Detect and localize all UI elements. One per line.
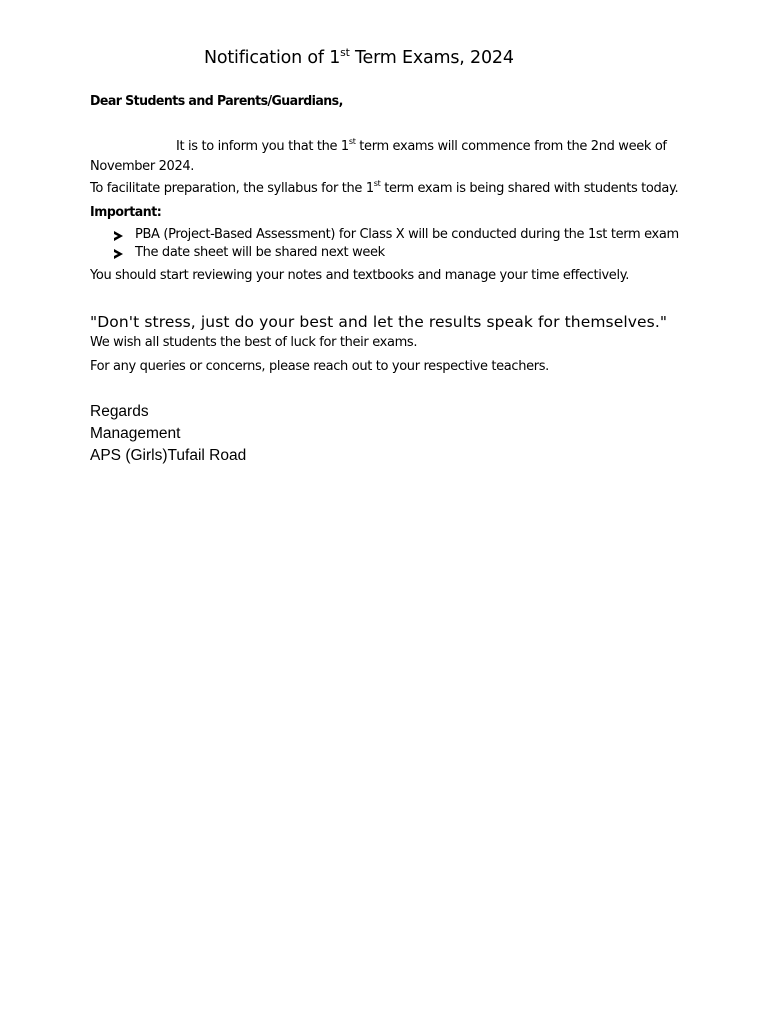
page-title: Notification of 1st Term Exams, 2024 — [204, 46, 514, 68]
queries-text: For any queries or concerns, please reach out to your respective teachers. — [90, 359, 549, 374]
paragraph-2: To facilitate preparation, the syllabus for the 1st term exam is being shared with students today. — [90, 179, 679, 196]
bullet-item-pba: PBA (Project-Based Assessment) for Class X will be conducted during the 1st term exam — [135, 227, 679, 242]
paragraph-1-line-2: November 2024. — [90, 159, 195, 174]
paragraph-1-line-1: It is to inform you that the 1st term exams will commence from the 2nd week of — [176, 137, 667, 154]
signature-management: Management — [90, 425, 181, 442]
title-ordinal-superscript: st — [340, 46, 350, 59]
arrow-bullet-icon — [114, 249, 123, 259]
signature-school: APS (Girls)Tufail Road — [90, 447, 247, 464]
salutation: Dear Students and Parents/Guardians, — [90, 93, 343, 109]
important-label: Important: — [90, 204, 162, 220]
wish-text: We wish all students the best of luck for their exams. — [90, 335, 418, 350]
bullet-item-date-sheet: The date sheet will be shared next week — [135, 245, 385, 260]
motivational-quote: "Don't stress, just do your best and let the results speak for themselves." — [90, 313, 668, 331]
signature-regards: Regards — [90, 403, 149, 420]
arrow-bullet-icon — [114, 231, 123, 241]
advice-text: You should start reviewing your notes and textbooks and manage your time effectively. — [90, 268, 629, 283]
